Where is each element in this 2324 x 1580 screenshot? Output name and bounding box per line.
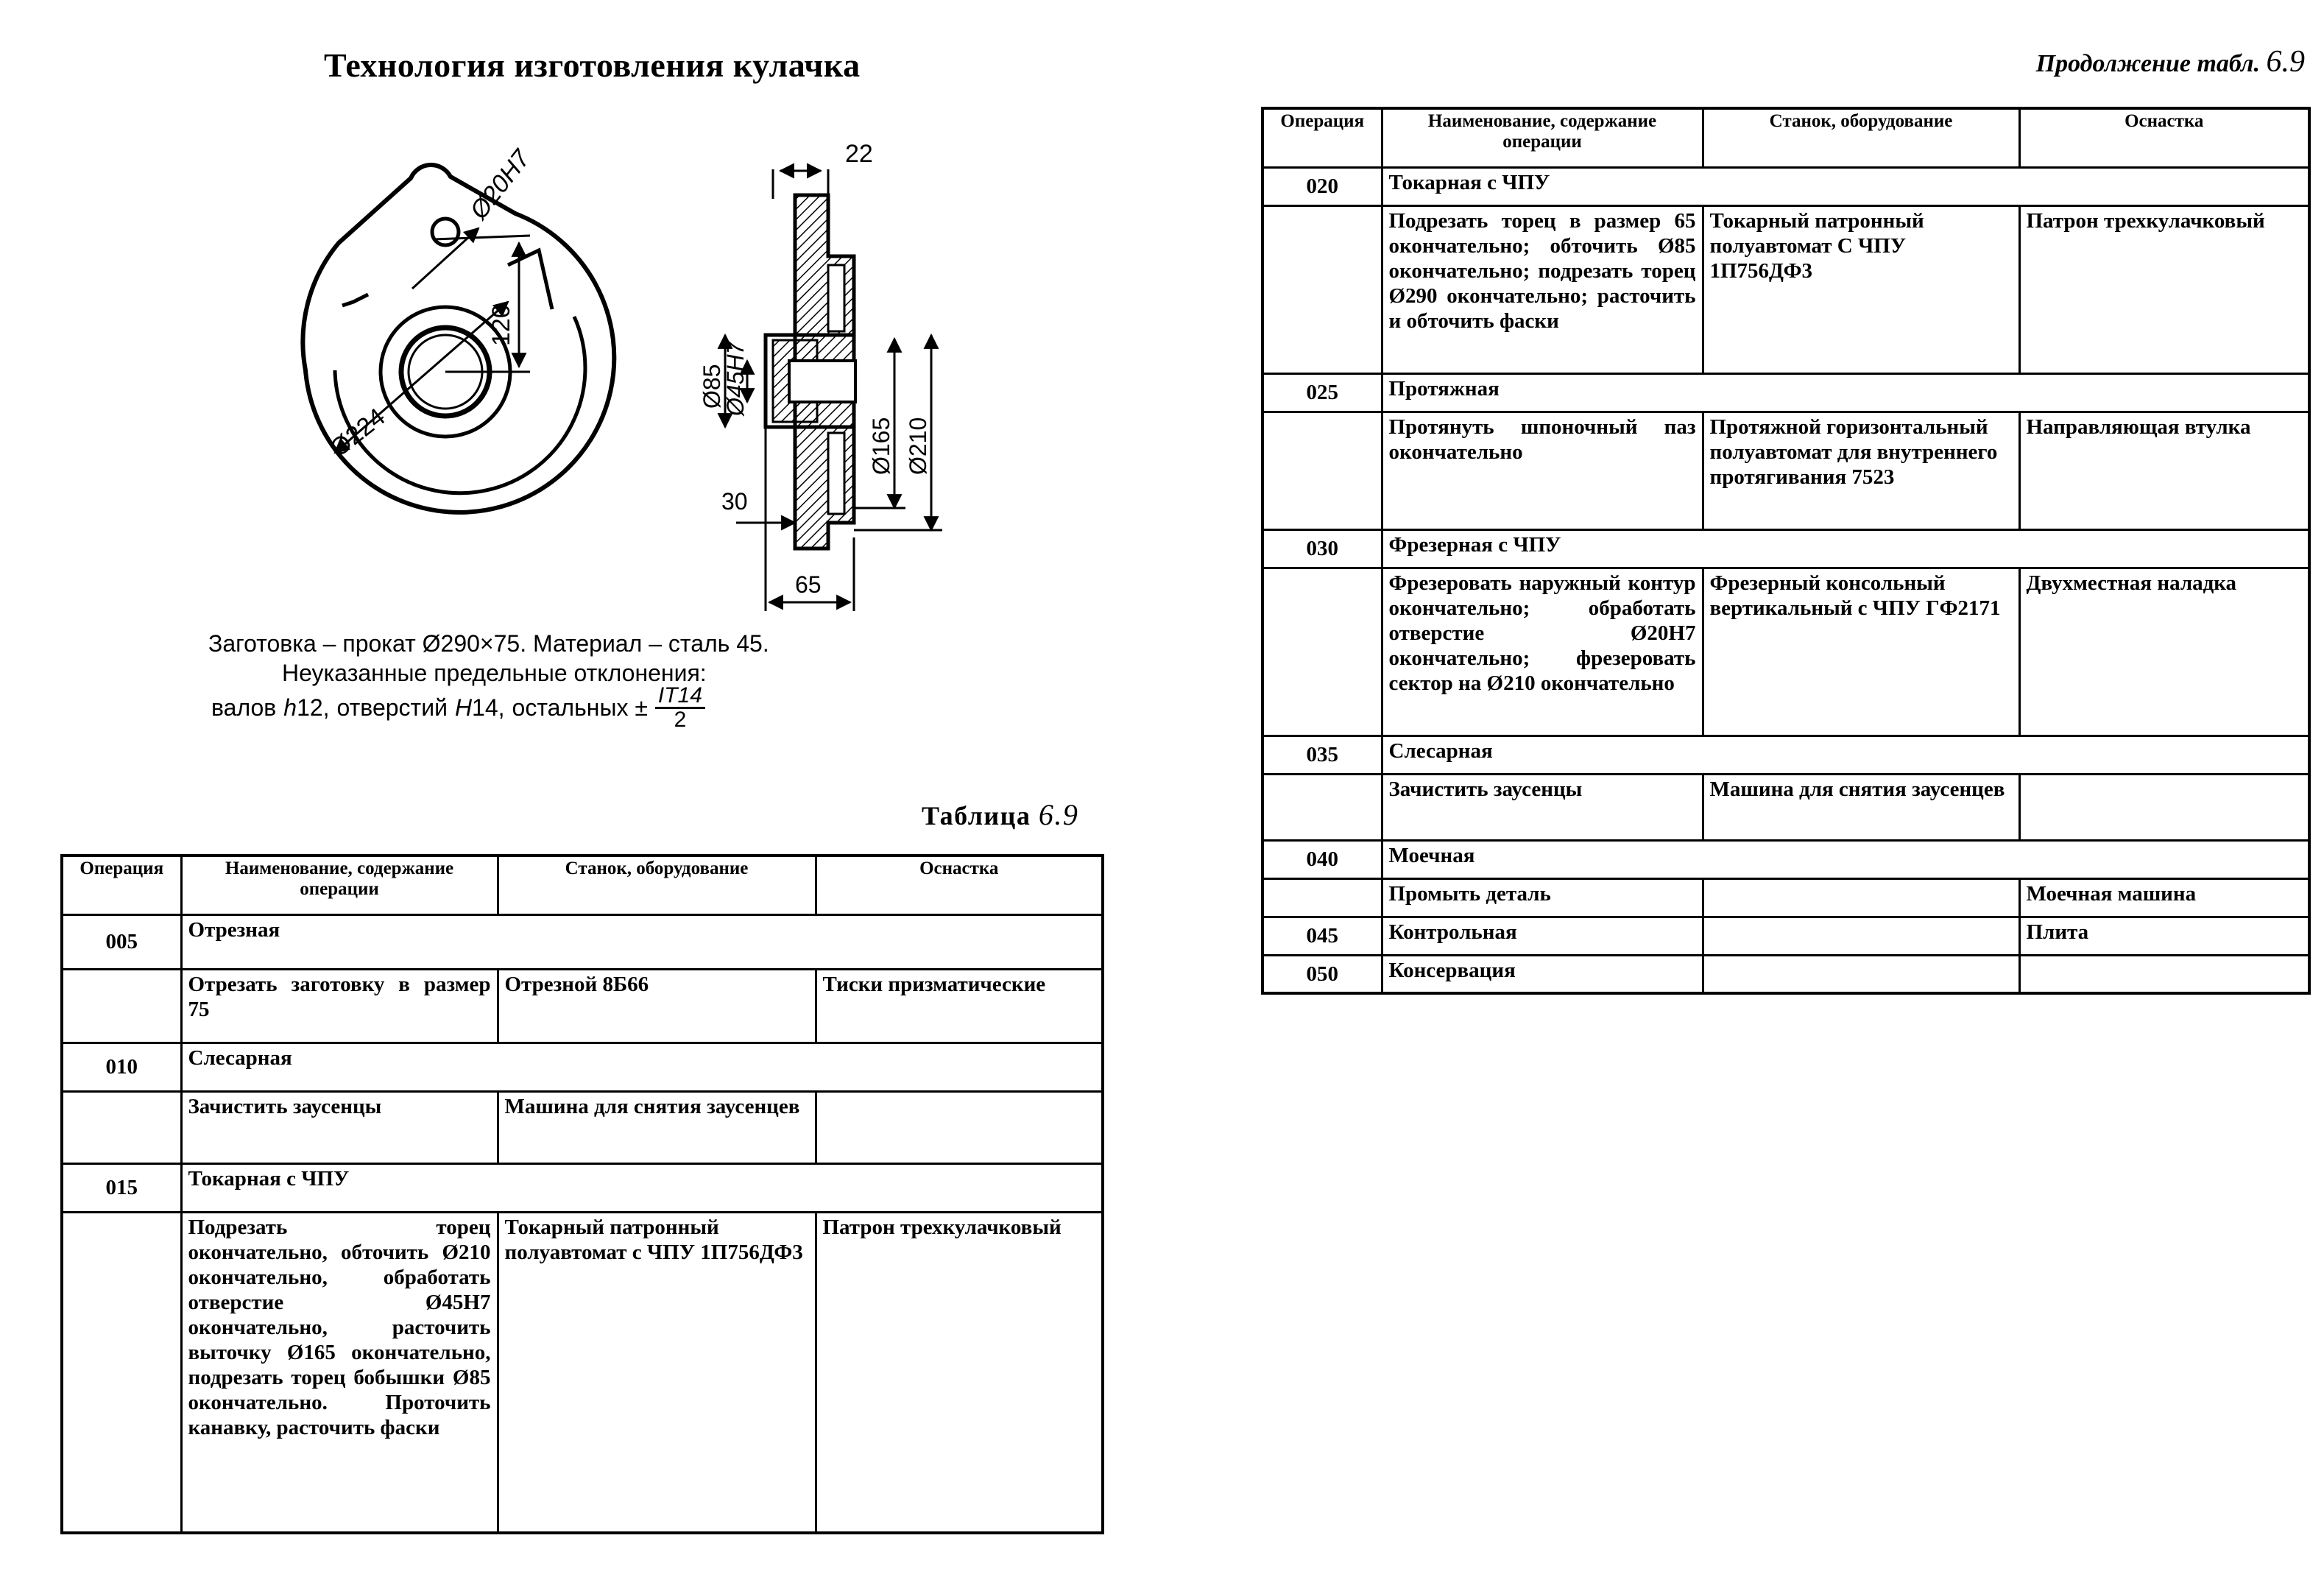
operation-name: Слесарная bbox=[1382, 736, 2309, 774]
operations-table-right bbox=[1261, 107, 2311, 995]
blank-cell bbox=[1262, 412, 1382, 529]
holes-tolerance-number: 14, bbox=[472, 694, 505, 721]
shafts-tolerance-number: 12, bbox=[297, 694, 330, 721]
operation-code: 010 bbox=[62, 1043, 181, 1091]
front-view bbox=[265, 144, 614, 512]
operation-description: Протянуть шпоночный паз окончательно bbox=[1382, 412, 1703, 529]
operation-machine bbox=[1703, 917, 2019, 955]
header-machine: Станок, оборудование bbox=[498, 856, 816, 914]
blank-cell bbox=[1262, 568, 1382, 736]
operation-name: Моечная bbox=[1382, 840, 2309, 878]
dim-65-label: 65 bbox=[795, 571, 822, 598]
operations-table-left bbox=[60, 854, 1104, 1534]
operation-machine: Фрезерный консольный вертикальный с ЧПУ ГФ2171 bbox=[1703, 568, 2019, 736]
operation-description: Подрезать торец окончательно, обточить Ø210 окончательно, обработать отверстие Ø45H7 окончательно, расточить выточку Ø165 окончательно, подрезать торец бобышки Ø85 окончательно. Проточить канавку, расточить фаски bbox=[181, 1212, 498, 1533]
operation-description: Промыть деталь bbox=[1382, 878, 1703, 917]
dim-120-label: 120 bbox=[487, 304, 515, 346]
dim-165-label: Ø165 bbox=[868, 417, 894, 475]
operation-name: Консервация bbox=[1382, 955, 1703, 993]
page-title: Технология изготовления кулачка bbox=[324, 46, 861, 84]
blank-cell bbox=[62, 1212, 181, 1533]
shafts-prefix: валов bbox=[211, 694, 277, 721]
dim-85-label: Ø85 bbox=[699, 364, 725, 409]
tolerance-fraction bbox=[655, 685, 705, 731]
header-tooling: Оснастка bbox=[2019, 108, 2309, 167]
header-operation: Операция bbox=[1262, 108, 1382, 167]
operation-machine bbox=[1703, 878, 2019, 917]
operation-tooling: Моечная машина bbox=[2019, 878, 2309, 917]
continuation-number: 6.9 bbox=[2266, 45, 2305, 79]
operation-machine: Токарный патронный полуавтомат с ЧПУ 1П756ДФ3 bbox=[498, 1212, 816, 1533]
operation-tooling: Патрон трехкулачковый bbox=[2019, 205, 2309, 373]
blank-cell bbox=[62, 969, 181, 1043]
header-name: Наименование, содержание операции bbox=[1382, 108, 1703, 167]
header-machine: Станок, оборудование bbox=[1703, 108, 2019, 167]
fraction-numerator: IT14 bbox=[655, 685, 705, 709]
operation-tooling: Патрон трехкулачковый bbox=[816, 1212, 1103, 1533]
operation-description: Отрезать заготовку в размер 75 bbox=[181, 969, 498, 1043]
operation-code: 035 bbox=[1262, 736, 1382, 774]
table-caption bbox=[922, 797, 1078, 832]
operation-description: Подрезать торец в размер 65 окончательно; обточить Ø85 окончательно; подрезать торец Ø290 окончательно; расточить и обточить фаски bbox=[1382, 205, 1703, 373]
header-tooling: Оснастка bbox=[816, 856, 1103, 914]
cam-drawing bbox=[265, 125, 1016, 626]
operation-code: 015 bbox=[62, 1163, 181, 1212]
dim-210-label: Ø210 bbox=[905, 417, 931, 475]
operation-name: Токарная с ЧПУ bbox=[1382, 167, 2309, 205]
holes-tolerance-letter: H bbox=[454, 694, 473, 721]
blank-cell bbox=[1262, 774, 1382, 840]
table-continuation bbox=[2036, 44, 2305, 80]
operation-tooling bbox=[2019, 774, 2309, 840]
dim-45-label: Ø45H7 bbox=[722, 341, 749, 416]
operation-machine: Машина для снятия заусенцев bbox=[498, 1091, 816, 1163]
operation-description: Фрезеровать наружный контур окончательно; обработать отверстие Ø20H7 окончательно; фрезеровать сектор на Ø210 окончательно bbox=[1382, 568, 1703, 736]
operation-name: Токарная с ЧПУ bbox=[181, 1163, 1103, 1212]
operation-code: 030 bbox=[1262, 529, 1382, 568]
operation-tooling: Двухместная наладка bbox=[2019, 568, 2309, 736]
operation-name: Слесарная bbox=[181, 1043, 1103, 1091]
operation-name: Отрезная bbox=[181, 914, 1103, 969]
tolerance-note-values bbox=[211, 685, 705, 731]
table-caption-text: Таблица bbox=[922, 801, 1031, 830]
hole-dim-label: Ø20H7 bbox=[465, 144, 536, 225]
blank-cell bbox=[1262, 878, 1382, 917]
dim-30-label: 30 bbox=[721, 488, 748, 515]
tolerance-note-heading: Неуказанные предельные отклонения: bbox=[282, 660, 707, 686]
operation-code: 025 bbox=[1262, 373, 1382, 412]
shafts-tolerance-letter: h bbox=[283, 694, 297, 721]
operation-tooling: Плита bbox=[2019, 917, 2309, 955]
operation-name: Фрезерная с ЧПУ bbox=[1382, 529, 2309, 568]
operation-tooling: Направляющая втулка bbox=[2019, 412, 2309, 529]
others-prefix: остальных ± bbox=[512, 694, 648, 721]
operation-machine: Токарный патронный полуавтомат С ЧПУ 1П756ДФ3 bbox=[1703, 205, 2019, 373]
operation-machine: Протяжной горизонтальный полуавтомат для внутреннего протягивания 7523 bbox=[1703, 412, 2019, 529]
header-operation: Операция bbox=[62, 856, 181, 914]
blank-material-note: Заготовка – прокат Ø290×75. Материал – сталь 45. bbox=[208, 630, 769, 657]
operation-machine bbox=[1703, 955, 2019, 993]
operation-machine: Отрезной 8Б66 bbox=[498, 969, 816, 1043]
operation-description: Зачистить заусенцы bbox=[1382, 774, 1703, 840]
operation-code: 020 bbox=[1262, 167, 1382, 205]
operation-tooling bbox=[2019, 955, 2309, 993]
dim-224-label: Ø224 bbox=[325, 403, 391, 463]
operation-description: Зачистить заусенцы bbox=[181, 1091, 498, 1163]
operation-code: 050 bbox=[1262, 955, 1382, 993]
operation-tooling bbox=[816, 1091, 1103, 1163]
blank-cell bbox=[1262, 205, 1382, 373]
blank-cell bbox=[62, 1091, 181, 1163]
continuation-text: Продолжение табл. bbox=[2035, 50, 2260, 77]
operation-tooling: Тиски призматические bbox=[816, 969, 1103, 1043]
operation-code: 005 bbox=[62, 914, 181, 969]
operation-name: Контрольная bbox=[1382, 917, 1703, 955]
dim-22-label: 22 bbox=[845, 140, 873, 168]
operation-name: Протяжная bbox=[1382, 373, 2309, 412]
header-name: Наименование, содержание операции bbox=[181, 856, 498, 914]
fraction-denominator: 2 bbox=[674, 708, 687, 732]
operation-machine: Машина для снятия заусенцев bbox=[1703, 774, 2019, 840]
section-view bbox=[699, 140, 942, 611]
holes-prefix: отверстий bbox=[336, 694, 448, 721]
operation-code: 040 bbox=[1262, 840, 1382, 878]
operation-code: 045 bbox=[1262, 917, 1382, 955]
table-caption-number: 6.9 bbox=[1038, 798, 1079, 831]
